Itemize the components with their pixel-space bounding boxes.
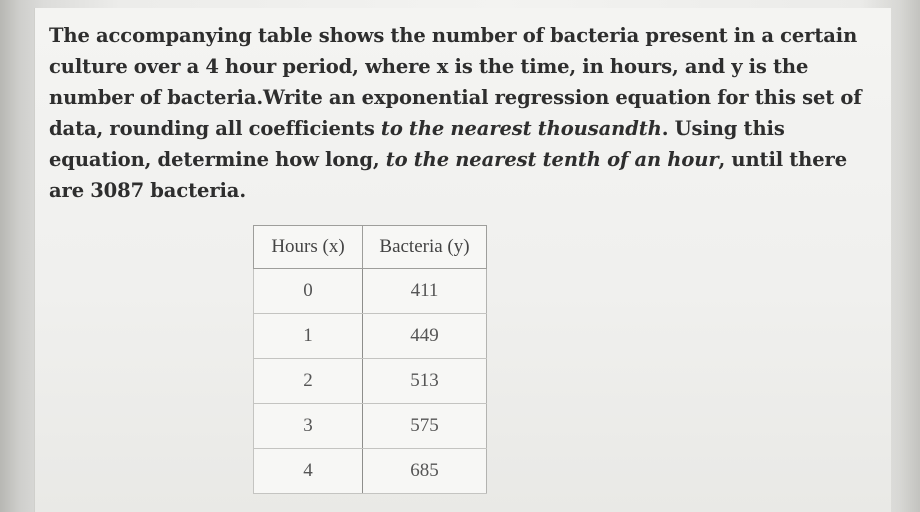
cell-hours: 1 (254, 314, 363, 359)
header-hours: Hours (x) (254, 226, 363, 269)
table-row (254, 359, 487, 404)
cell-hours: 4 (254, 449, 363, 494)
cell-bacteria: 685 (363, 449, 487, 494)
header-bacteria: Bacteria (y) (363, 226, 487, 269)
cell-bacteria: 575 (363, 404, 487, 449)
question-part-1: The accompanying table shows the number of bacteria present in a certain culture over a 4 hour period, where x is the time, in hours, and y is the number of bacteria.Write an exponential regression equation for this set of data, rounding all coefficients (49, 24, 862, 140)
table-row (254, 314, 487, 359)
table-row (254, 404, 487, 449)
cell-bacteria: 411 (363, 269, 487, 314)
cell-hours: 2 (254, 359, 363, 404)
table-row (254, 449, 487, 494)
question-emphasis-2: to the nearest tenth of an hour (385, 148, 719, 171)
question-emphasis-1: to the nearest thousandth (380, 117, 662, 140)
question-panel (34, 8, 891, 512)
cell-hours: 3 (254, 404, 363, 449)
table-header-row (254, 226, 487, 269)
bacteria-data-table (253, 225, 487, 494)
cell-bacteria: 449 (363, 314, 487, 359)
cell-hours: 0 (254, 269, 363, 314)
question-part-2: . Using this equation, determine how long, (49, 117, 785, 171)
cell-bacteria: 513 (363, 359, 487, 404)
question-text (49, 20, 869, 206)
question-part-3: , until there are 3087 bacteria. (49, 148, 848, 202)
table-row (254, 269, 487, 314)
